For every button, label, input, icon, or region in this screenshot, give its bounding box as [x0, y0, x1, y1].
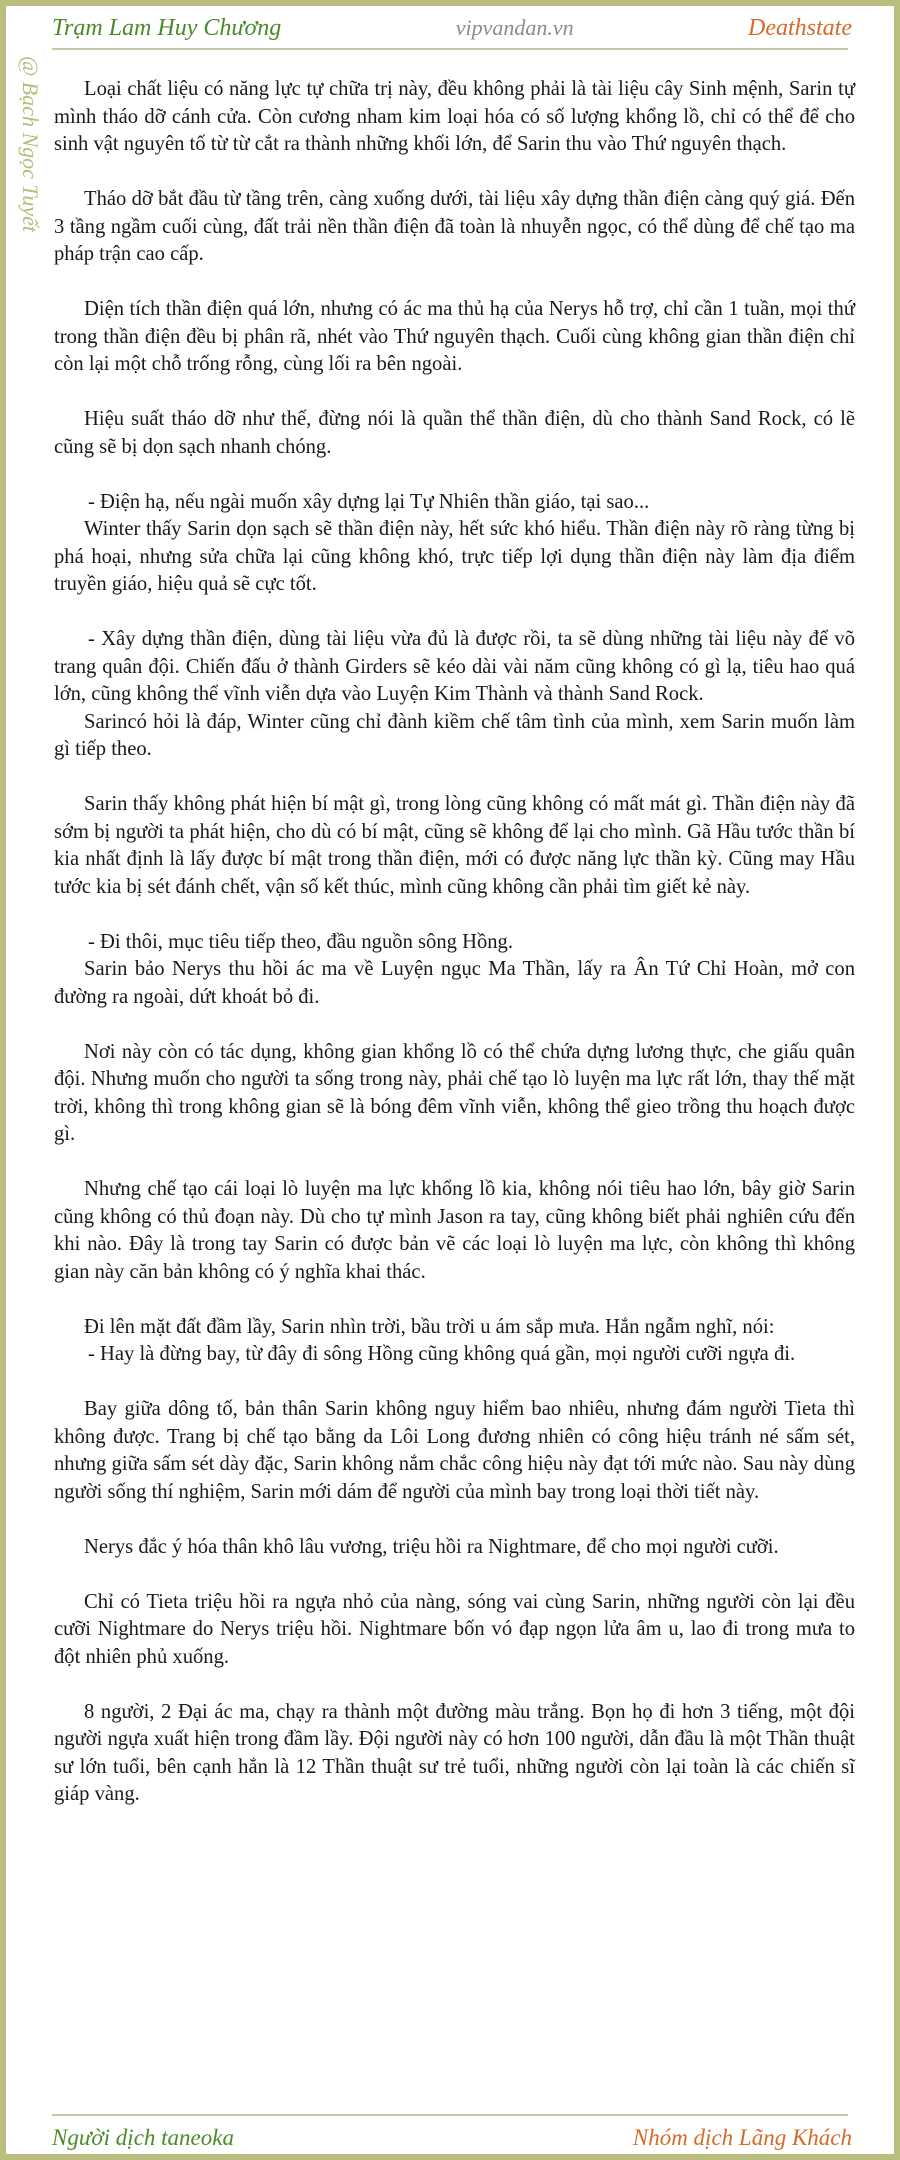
header-site-name: vipvandan.vn — [455, 15, 574, 40]
paragraph: - Hay là đừng bay, từ đây đi sông Hồng cũng không quá gần, mọi người cưỡi ngựa đi. — [88, 1343, 796, 1365]
paragraph: Winter thấy Sarin dọn sạch sẽ thần điện này, hết sức khó hiểu. Thần điện này rõ ràng từng bị phá hoại, nhưng sửa chữa lại cũng không khó, trực tiếp lợi dụng thần điện này làm địa điểm truyền giáo, hiệu quả sẽ cực tốt. — [54, 518, 855, 595]
paragraph: Đi lên mặt đất đầm lầy, Sarin nhìn trời, bầu trời u ám sắp mưa. Hắn ngẫm nghĩ, nói: — [84, 1315, 775, 1338]
paragraph: - Xây dựng thần điện, dùng tài liệu vừa đủ là được rồi, ta sẽ dùng những tài liệu này để võ trang quân đội. Chiến đấu ở thành Girders sẽ kéo dài vài năm cũng không có gì lạ, tiêu hao quá lớn, cũng không thể vĩnh viễn dựa vào Luyện Kim Thành và thành Sand Rock. — [54, 628, 855, 705]
header-book-title: Deathstate — [748, 14, 852, 41]
paragraph: Nơi này còn có tác dụng, không gian khổng lồ có thể chứa dựng lương thực, che giấu quân đội. Nhưng muốn cho người ta sống trong này, phải chế tạo lò luyện ma lực rất lớn, thay thế mặt trời, không thì trong không gian sẽ là bóng đêm vĩnh viễn, không thể gieo trồng thu hoạch được gì. — [54, 1040, 855, 1145]
footer-translator: Người dịch taneoka — [52, 2125, 234, 2150]
paragraph: Nhưng chế tạo cái loại lò luyện ma lực khổng lồ kia, không nói tiêu hao lớn, bây giờ Sarin cũng không có thủ đoạn này. Dù cho tự mình Jason ra tay, cũng không biết phải nghiên cứu đến khi nào. Đây là trong tay Sarin có được bản vẽ các loại lò luyện ma lực, còn không thì không gian này căn bản không có ý nghĩa khai thác. — [54, 1178, 855, 1283]
paragraph: Nerys đắc ý hóa thân khô lâu vương, triệu hồi ra Nightmare, để cho mọi người cưỡi. — [84, 1535, 779, 1558]
paragraph: - Đi thôi, mục tiêu tiếp theo, đầu nguồn sông Hồng. — [88, 930, 513, 953]
page-header — [52, 8, 852, 48]
chapter-text — [54, 76, 855, 1809]
paragraph: Bay giữa dông tố, bản thân Sarin không nguy hiểm bao nhiêu, nhưng đám người Tieta thì không được. Trang bị chế tạo bằng da Lôi Long đương nhiên có công hiệu tránh né sấm sét, nhưng giữa sấm sét dày đặc, Sarin không nắm chắc công hiệu này đạt tới mức nào. Sau này dùng người sống thí nghiệm, Sarin mới dám để người của mình bay trong loại thời tiết này. — [54, 1398, 855, 1503]
paragraph: Sarin bảo Nerys thu hồi ác ma về Luyện ngục Ma Thần, lấy ra Ân Tứ Chỉ Hoàn, mở con đường ra ngoài, dứt khoát bỏ đi. — [54, 958, 855, 1008]
paragraph: Chỉ có Tieta triệu hồi ra ngựa nhỏ của nàng, sóng vai cùng Sarin, những người còn lại đều cưỡi Nightmare do Nerys triệu hồi. Nightmare bốn vó đạp ngọn lửa âm u, lao đi trong mưa to đột nhiên phủ xuống. — [54, 1590, 855, 1668]
paragraph: Loại chất liệu có năng lực tự chữa trị này, đều không phải là tài liệu cây Sinh mệnh, Sarin tự mình tháo dỡ cánh cửa. Còn cương nham kim loại hóa có số lượng khổng lồ, chỉ có thể để cho sinh vật nguyên tố từ từ cắt ra thành những khối lớn, để Sarin thu vào Thứ nguyên thạch. — [54, 78, 855, 155]
paragraph: 8 người, 2 Đại ác ma, chạy ra thành một đường màu trắng. Bọn họ đi hơn 3 tiếng, một đội người ngựa xuất hiện trong đầm lầy. Đội người này có hơn 100 người, dẫn đầu là một Thần thuật sư lớn tuổi, bên cạnh hắn là 12 Thần thuật sư trẻ tuổi, những người còn lại toàn là các chiến sĩ giáp vàng. — [54, 1700, 855, 1805]
header-divider — [52, 48, 848, 50]
paragraph: Hiệu suất tháo dỡ như thế, đừng nói là quần thể thần điện, dù cho thành Sand Rock, có lẽ cũng sẽ bị dọn sạch nhanh chóng. — [54, 408, 855, 458]
paragraph: Tháo dỡ bắt đầu từ tầng trên, càng xuống dưới, tài liệu xây dựng thần điện càng quý giá. Đến 3 tầng ngầm cuối cùng, đất trải nền thần điện đã toàn là nhuyễn ngọc, có thể dùng để chế tạo ma pháp trận cao cấp. — [54, 188, 855, 265]
header-series-title: Trạm Lam Huy Chương — [52, 14, 282, 41]
footer-group: Nhóm dịch Lãng Khách — [632, 2125, 852, 2150]
paragraph: Sarincó hỏi là đáp, Winter cũng chỉ đành kiềm chế tâm tình của mình, xem Sarin muốn làm gì tiếp theo. — [54, 710, 855, 760]
paragraph: Diện tích thần điện quá lớn, nhưng có ác ma thủ hạ của Nerys hỗ trợ, chỉ cần 1 tuần, mọi thứ trong thần điện đều bị phân rã, nhét vào Thứ nguyên thạch. Cuối cùng không gian thần điện chỉ còn lại một chỗ trống rỗng, cùng lối ra bên ngoài. — [54, 298, 855, 375]
paragraph: - Điện hạ, nếu ngài muốn xây dựng lại Tự Nhiên thần giáo, tại sao... — [88, 490, 650, 513]
paragraph: Sarin thấy không phát hiện bí mật gì, trong lòng cũng không có mất mát gì. Thần điện này đã sớm bị người ta phát hiện, cho dù có bí mật, cũng sẽ không để lại cho mình. Gã Hầu tước thần bí kia nhất định là lấy được bí mật trong thần điện, mới có được năng lực thần kỳ. Cũng may Hầu tước kia bị sét đánh chết, vận số kết thúc, mình cũng không cần phải tìm giết kẻ này. — [54, 793, 855, 898]
footer-divider — [52, 2114, 848, 2116]
side-watermark: @ Bạch Ngọc Tuyết — [18, 56, 43, 233]
page-footer — [52, 2120, 852, 2156]
